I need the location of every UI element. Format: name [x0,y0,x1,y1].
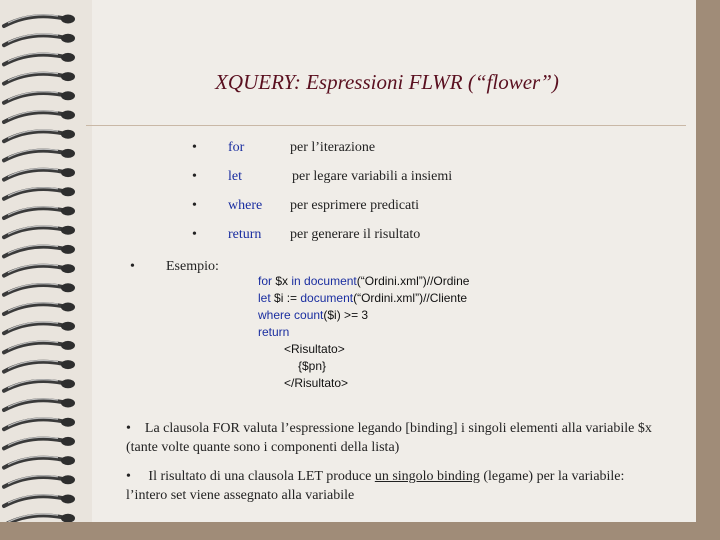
spiral-ring-icon [4,456,75,468]
paragraph-let-text-a: Il risultato di una clausola LET produce [148,469,375,484]
slide-title: XQUERY: Espressioni FLWR (“flower”) [215,70,559,94]
spiral-ring-icon [4,437,75,449]
keyword-for: for [228,140,245,155]
spiral-ring-icon [4,226,75,238]
code-line-7: </Risultato> [284,376,349,390]
bullet-dot: • [130,259,135,274]
spiral-ring-icon [4,360,75,372]
example-label: Esempio: [166,259,219,274]
spiral-binding-icon [0,0,92,540]
spiral-ring-icon [4,283,75,295]
paragraph-for [126,419,666,457]
code-line-6: {$pn} [298,359,327,373]
right-border [696,0,720,540]
description-for: per l’iterazione [290,140,376,155]
keyword-where: where [228,198,263,213]
spiral-ring-icon [4,187,75,199]
bullet-dot: • [192,198,197,213]
description-return: per generare il risultato [290,227,421,242]
spiral-ring-icon [4,53,75,65]
paragraph-let-underlined: un singolo binding [374,469,480,484]
spiral-ring-icon [4,34,75,46]
code-line-3: where count($i) >= 3 [258,308,369,322]
spiral-ring-icon [4,341,75,353]
spiral-ring-icon [4,168,75,180]
description-where: per esprimere predicati [290,198,420,213]
title-divider [86,125,686,126]
spiral-ring-icon [4,379,75,391]
spiral-ring-icon [4,399,75,411]
keyword-return: return [228,227,262,242]
bullet-dot: • [126,469,131,484]
bullet-dot: • [192,227,197,242]
spiral-ring-icon [4,130,75,142]
code-line-2: let $i := document(“Ordini.xml”)//Cliente [258,291,468,305]
spiral-ring-icon [4,245,75,257]
code-line-4: return [258,325,290,339]
spiral-ring-icon [4,149,75,161]
spiral-ring-icon [4,475,75,487]
spiral-ring-icon [4,418,75,430]
keyword-let: let [228,169,242,184]
bullet-dot: • [192,140,197,155]
paragraph-let [126,467,666,505]
spiral-ring-icon [4,303,75,315]
spiral-ring-icon [4,111,75,123]
paragraph-for-text: La clausola FOR valuta l’espressione legando [binding] i singoli elementi alla variabile $x (tante volte quante sono i componenti della lista) [126,421,652,455]
spiral-ring-icon [4,495,75,507]
code-example [258,273,469,392]
description-let: per legare variabili a insiemi [292,169,453,184]
bottom-border [0,522,720,540]
spiral-ring-icon [4,72,75,84]
spiral-ring-icon [4,264,75,276]
bullet-dot: • [192,169,197,184]
code-line-5: <Risultato> [284,342,345,356]
spiral-ring-icon [4,15,75,27]
bullet-dot: • [126,421,131,436]
code-line-1: for $x in document(“Ordini.xml”)//Ordine [258,274,470,288]
spiral-ring-icon [4,322,75,334]
spiral-ring-icon [4,91,75,103]
spiral-ring-icon [4,207,75,219]
paragraph-let-text-b: (legame) per la variabile: l’intero set viene assegnato alla variabile [126,469,625,503]
